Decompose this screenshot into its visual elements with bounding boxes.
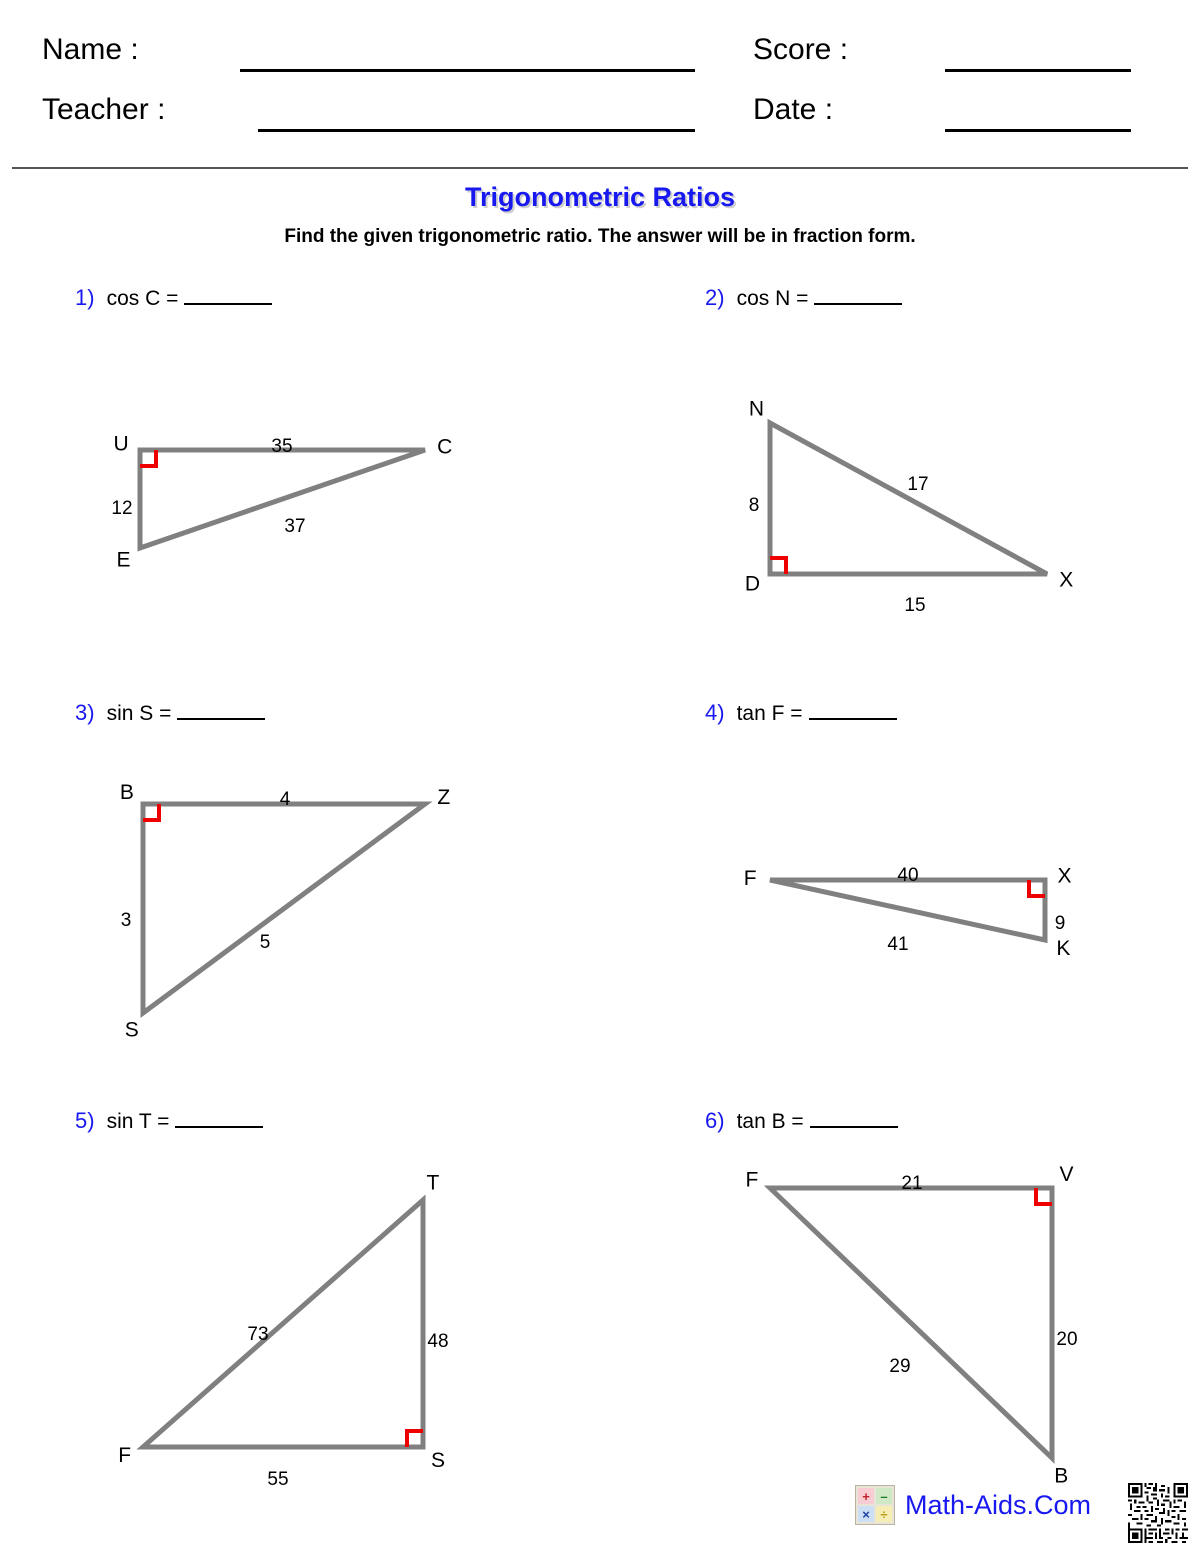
answer-blank[interactable]: [810, 1111, 898, 1128]
vertex-label: F: [745, 1168, 759, 1192]
side-length-label: 41: [887, 934, 909, 955]
teacher-label: Teacher :: [42, 93, 166, 126]
side-length-label: 21: [901, 1173, 923, 1194]
vertex-label: T: [426, 1171, 440, 1195]
side-length-label: 55: [267, 1469, 289, 1490]
minus-icon: –: [876, 1488, 892, 1504]
triangle-figure: [740, 1163, 1120, 1488]
vertex-label: V: [1059, 1163, 1074, 1187]
triangle-outline: [770, 1188, 1052, 1458]
date-label: Date :: [753, 93, 834, 126]
plus-icon: +: [858, 1488, 874, 1504]
triangle-outline: [770, 880, 1045, 940]
problem-prompt: tan F =: [736, 702, 803, 725]
side-length-label: 73: [247, 1324, 269, 1345]
vertex-label: F: [743, 866, 757, 890]
vertex-label: F: [118, 1444, 132, 1468]
date-input-line[interactable]: [945, 129, 1131, 132]
vertex-label: C: [437, 435, 453, 459]
vertex-label: B: [1054, 1464, 1069, 1488]
side-length-label: 8: [748, 495, 760, 516]
triangle-figure: [118, 1171, 498, 1498]
answer-blank[interactable]: [175, 1111, 263, 1128]
header-divider: [12, 167, 1188, 169]
triangle-outline: [143, 804, 425, 1013]
answer-blank[interactable]: [177, 703, 265, 720]
problem-number: 1): [75, 285, 95, 310]
teacher-input-line[interactable]: [258, 129, 695, 132]
vertex-label: X: [1059, 568, 1074, 592]
side-length-label: 12: [111, 498, 133, 519]
side-length-label: 48: [427, 1331, 449, 1352]
side-length-label: 35: [271, 436, 293, 457]
name-input-line[interactable]: [240, 69, 695, 72]
vertex-label: B: [119, 781, 134, 805]
triangle-outline: [770, 423, 1047, 574]
problem-heading: [705, 700, 897, 726]
problem-prompt: sin T =: [106, 1110, 170, 1133]
math-aids-logo-icon: [855, 1485, 895, 1525]
problem-heading: [705, 1108, 898, 1134]
side-length-label: 29: [889, 1356, 911, 1377]
problem-heading: [75, 285, 272, 311]
problem-heading: [705, 285, 902, 311]
answer-blank[interactable]: [809, 703, 897, 720]
worksheet-header: [0, 0, 1200, 165]
footer-branding: [855, 1485, 1091, 1525]
page-title: Trigonometric Ratios: [464, 182, 736, 212]
side-length-label: 15: [904, 595, 926, 616]
side-length-label: 40: [897, 865, 919, 886]
score-input-line[interactable]: [945, 69, 1131, 72]
problem-number: 4): [705, 700, 725, 725]
qr-code-icon: [1128, 1483, 1188, 1543]
problem-prompt: sin S =: [106, 702, 172, 725]
side-length-label: 17: [907, 474, 929, 495]
vertex-label: D: [744, 572, 761, 596]
triangle-outline: [140, 450, 425, 548]
vertex-label: E: [116, 548, 131, 572]
side-length-label: 3: [120, 910, 132, 931]
problem-prompt: cos N =: [736, 287, 809, 310]
multiply-icon: ×: [858, 1506, 874, 1522]
vertex-label: U: [113, 432, 129, 456]
problem-number: 2): [705, 285, 725, 310]
page-instructions: Find the given trigonometric ratio. The answer will be in fraction form.: [284, 226, 916, 247]
answer-blank[interactable]: [814, 288, 902, 305]
name-label: Name :: [42, 33, 139, 66]
problem-number: 6): [705, 1108, 725, 1133]
problem-number: 3): [75, 700, 95, 725]
side-length-label: 5: [259, 932, 271, 953]
answer-blank[interactable]: [184, 288, 272, 305]
brand-name[interactable]: Math-Aids.Com: [905, 1489, 1092, 1520]
problem-prompt: tan B =: [736, 1110, 804, 1133]
triangle-figure: [740, 397, 1120, 721]
vertex-label: X: [1057, 864, 1072, 888]
triangle-outline: [143, 1200, 423, 1447]
problem-number: 5): [75, 1108, 95, 1133]
side-length-label: 37: [284, 516, 306, 537]
vertex-label: K: [1056, 936, 1071, 960]
vertex-label: Z: [437, 786, 451, 810]
vertex-label: S: [430, 1449, 446, 1473]
problem-heading: [75, 700, 265, 726]
side-length-label: 9: [1054, 913, 1066, 934]
score-label: Score :: [753, 33, 849, 66]
divide-icon: ÷: [876, 1506, 892, 1522]
vertex-label: N: [748, 397, 765, 421]
side-length-label: 4: [279, 789, 291, 810]
problem-prompt: cos C =: [106, 287, 179, 310]
vertex-label: S: [124, 1018, 139, 1042]
triangle-figure: [113, 782, 493, 1102]
side-length-label: 20: [1056, 1329, 1078, 1350]
problem-heading: [75, 1108, 263, 1134]
